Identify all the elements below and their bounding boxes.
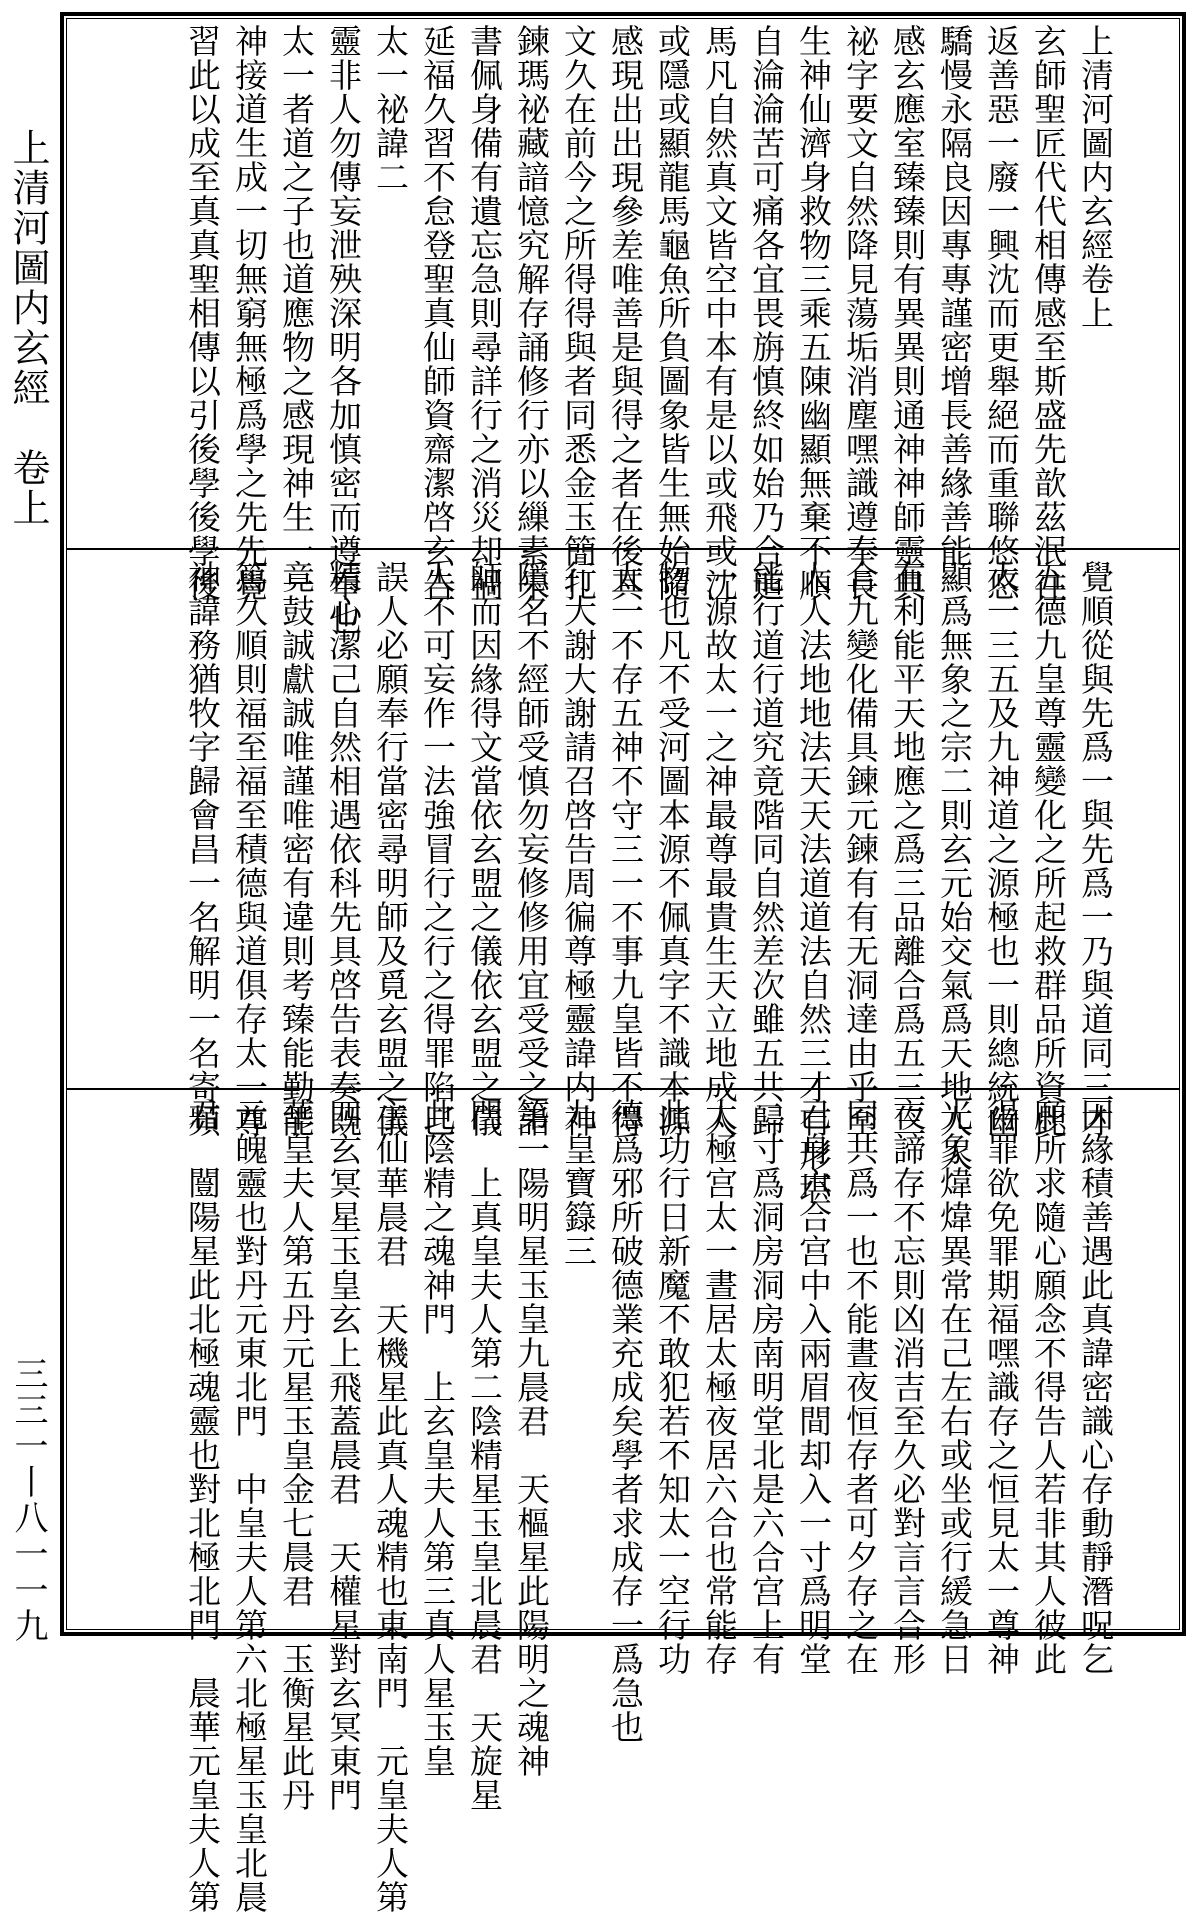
text-column: 因緣積善遇此真諱密識心存動靜潛呪乞 xyxy=(1076,1098,1115,1676)
text-column: 神接道生成一切無窮無極爲學之先先覺 xyxy=(230,24,269,602)
text-column: 延福久習不怠登聖真仙師資齋潔啓玄告 xyxy=(418,24,457,602)
text-column: 己身六合宫中入兩眉間却入一寸爲明堂 xyxy=(794,1098,833,1676)
text-column: 師而因緣得文當依玄盟之儀依玄盟之儀 xyxy=(465,560,504,1138)
text-column: 顯爲無象之宗二則玄元始交氣爲天地人人 xyxy=(935,560,974,1172)
text-column: 元魄靈也對丹元東北門 中皇夫人第六北極星玉皇北晨 xyxy=(230,1098,269,1914)
text-column: 夜諦存不忘則凶消吉至久必對言言合形 xyxy=(888,1098,927,1676)
text-column: 同共爲一也不能晝夜恒存者可夕存之在 xyxy=(841,1098,880,1676)
text-column: 靈非人勿傳妄泄殃深明各加慎密而遵奉也 xyxy=(324,24,363,636)
text-register-3 xyxy=(112,1098,1115,1914)
margin-page-number: 三三一丨八一一九 xyxy=(8,1356,48,1644)
text-column: 玄師聖匠代代相傳感至斯盛先歆茲泯往 xyxy=(1029,24,1068,602)
text-column: 主仙華晨君 天機星此真人魂精也東南門 元皇夫人第 xyxy=(371,1098,410,1914)
text-column: 上清河圖内玄經卷上 xyxy=(1076,24,1115,330)
text-column: 能行道行道究竟階同自然差次雖五共歸 xyxy=(747,560,786,1138)
text-column: 生神仙濟身救物三乘五陳幽顯無棄不順 xyxy=(794,24,833,602)
text-column: 或隱或顯龍馬龜魚所負圖象皆生無始隨 xyxy=(653,24,692,602)
text-column: 行大謝大謝請召啓告周徧尊極靈諱内神 xyxy=(559,560,598,1138)
text-column: 第一陽明星玉皇九晨君 天樞星此陽明之魂神 xyxy=(512,1098,551,1778)
text-column: 篤久順則福至福至積德與道俱存太一尊 xyxy=(230,560,269,1138)
text-column: 太一祕諱二 xyxy=(371,24,410,194)
margin-book-title: 上清河圖内玄經 卷上 xyxy=(6,128,50,528)
text-column: 此功行日新魔不敢犯若不知太一空行功 xyxy=(653,1098,692,1676)
text-column: 四玄冥星玉皇玄上飛蓋晨君 天權星對玄冥東門 xyxy=(324,1098,363,1812)
text-column: 人人法地地法天天法道道法自然三才有形堪 xyxy=(794,560,833,1206)
text-column: 書佩身備有遺忘急則尋詳行之消災却禍 xyxy=(465,24,504,602)
text-column: 太極宫太一晝居太極夜居六合也常能存 xyxy=(700,1098,739,1676)
text-column: 華皇夫人第五丹元星玉皇金七晨君 玉衡星此丹 xyxy=(277,1098,316,1812)
text-column: 九皇寶籙三 xyxy=(559,1098,598,1268)
text-column: 馬凡自然真文皆空中本有是以或飛或沈 xyxy=(700,24,739,602)
text-column: 精心潔己自然相遇依科先具啓告表奏既 xyxy=(324,560,363,1138)
text-column: 覺順從與先爲一與先爲一乃與道同三才 xyxy=(1076,560,1115,1138)
text-column: 竟鼓誠獻誠唯謹唯密有違則考臻能勤能 xyxy=(277,560,316,1138)
text-column: 願所求隨心願念不得告人若非其人彼此 xyxy=(1029,1098,1068,1676)
text-column: 二寸爲洞房洞房南明堂北是六合宫上有 xyxy=(747,1098,786,1676)
text-column: 物也凡不受河圖本源不佩真字不識本源 xyxy=(653,560,692,1138)
text-column: 此陰精之魂神門 上玄皇夫人第三真人星玉皇 xyxy=(418,1098,457,1778)
text-column: 太一者道之子也道應物之感現神生一一 xyxy=(277,24,316,602)
text-column: 自淪淪苦可痛各宜畏旃慎終如始乃合道 xyxy=(747,24,786,602)
text-column: 門 上真皇夫人第二陰精星玉皇北晨君 天旋星 xyxy=(465,1098,504,1812)
text-register-1 xyxy=(112,24,1115,636)
text-column: 人不可妄作一法強冒行之行之得罪陷己 xyxy=(418,560,457,1138)
text-column: 光象煒煒異常在己左右或坐或行緩急日 xyxy=(935,1098,974,1676)
text-column: 感玄應室臻臻則有異異則通神神師靈典 xyxy=(888,24,927,602)
text-column: 祕字要文自然降見蕩垢消塵嘿識遵奉長 xyxy=(841,24,880,602)
text-column: 習此以成至真真聖相傳以引後學後學後 xyxy=(183,24,222,602)
text-column: 太一不存五神不守三一不事九皇皆不得 xyxy=(606,560,645,1138)
text-column: 誤人必願奉行當密尋明師及覓玄盟之儀 xyxy=(371,560,410,1138)
text-column: 德爲邪所破德業充成矣學者求成存一爲急也 xyxy=(606,1098,645,1744)
text-column: 太一三五及九神道之源極也一則總統幽 xyxy=(982,560,1021,1138)
text-column: 鍊瑪祕藏諳憶究解存誦修行亦以繅素朱 xyxy=(512,24,551,602)
text-column: 返善惡一廢一興沈而更舉絕而重聯悠悠 xyxy=(982,24,1021,602)
text-column: 感現出出現參差唯善是與得之者在後其 xyxy=(606,24,645,602)
text-column: 有利能平天地應之爲三品離合爲五三三 xyxy=(888,560,927,1138)
text-column: 驕慢永隔良因專專謹密增長善緣善能 xyxy=(935,24,974,568)
text-column: 神諱務猶牧字歸會昌一名解明一名寄頻 xyxy=(183,560,222,1138)
text-column: 隱名不經師受慎勿妄修修用宜受受之詣 xyxy=(512,560,551,1138)
text-column: 文久在前今之所得得與者同悉金玉簡扎 xyxy=(559,24,598,602)
text-column: 一源故太一之神最尊最貴生天立地成人 xyxy=(700,560,739,1138)
text-column: 合九變化備具鍊元鍊有有无洞達由乎至 xyxy=(841,560,880,1138)
text-column: 得罪欲免罪期福嘿識存之恒見太一尊神 xyxy=(982,1098,1021,1676)
text-column: 君 闓陽星此北極魂靈也對北極北門 晨華元皇夫人第 xyxy=(183,1098,222,1914)
text-column: 五德九皇尊靈變化之所起救群品所資此 xyxy=(1029,560,1068,1138)
